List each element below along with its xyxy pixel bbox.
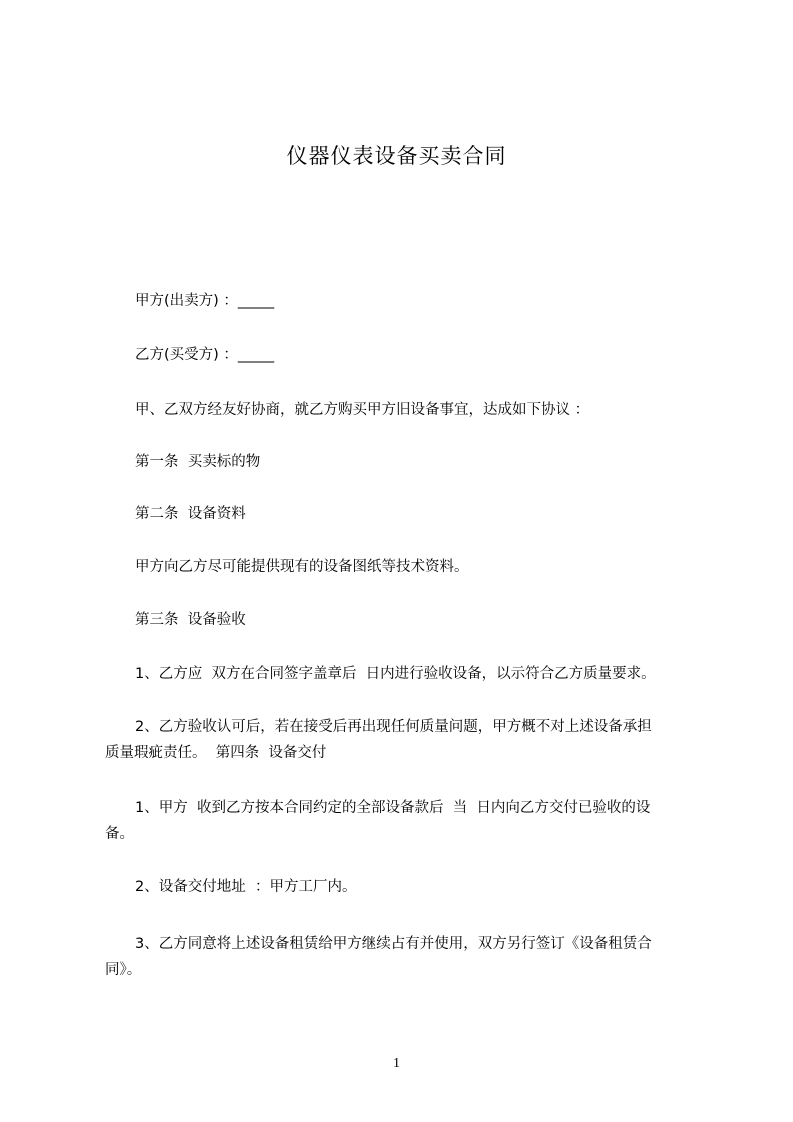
article-2-heading: 第二条 设备资料 — [135, 506, 246, 522]
article-1-heading: 第一条 买卖标的物 — [135, 454, 261, 470]
document-title: 仪器仪表设备买卖合同 — [286, 144, 507, 168]
article-4-clause-1-line-1: 1、甲方 收到乙方按本合同约定的全部设备款后 当 日内向乙方交付已验收的设 — [135, 800, 651, 816]
article-2-body: 甲方向乙方尽可能提供现有的设备图纸等技术资料。 — [135, 559, 469, 575]
article-4-clause-3-line-2: 同》。 — [105, 962, 142, 978]
article-4-clause-2: 2、设备交付地址 ：甲方工厂内。 — [135, 879, 357, 895]
article-4-clause-3-line-1: 3、乙方同意将上述设备租赁给甲方继续占有并使用，双方另行签订《设备租赁合 — [135, 936, 652, 952]
party-b-line: 乙方(买受方) ：_____ — [135, 347, 275, 363]
page-number: 1 — [393, 1056, 400, 1071]
article-3-heading: 第三条 设备验收 — [135, 612, 246, 628]
intro-paragraph: 甲、乙双方经友好协商，就乙方购买甲方旧设备事宜，达成如下协议 ： — [135, 402, 590, 418]
article-4-clause-1-line-2: 备。 — [105, 826, 134, 842]
article-3-clause-2-line-1: 2、乙方验收认可后，若在接受后再出现任何质量问题，甲方概不对上述设备承担 — [135, 719, 652, 735]
article-3-clause-1: 1、乙方应 双方在合同签字盖章后 日内进行验收设备，以示符合乙方质量要求。 — [135, 666, 656, 682]
party-a-line: 甲方(出卖方) ：_____ — [135, 293, 275, 309]
article-3-clause-2-line-2: 质量瑕疵责任。 第四条 设备交付 — [105, 745, 327, 761]
